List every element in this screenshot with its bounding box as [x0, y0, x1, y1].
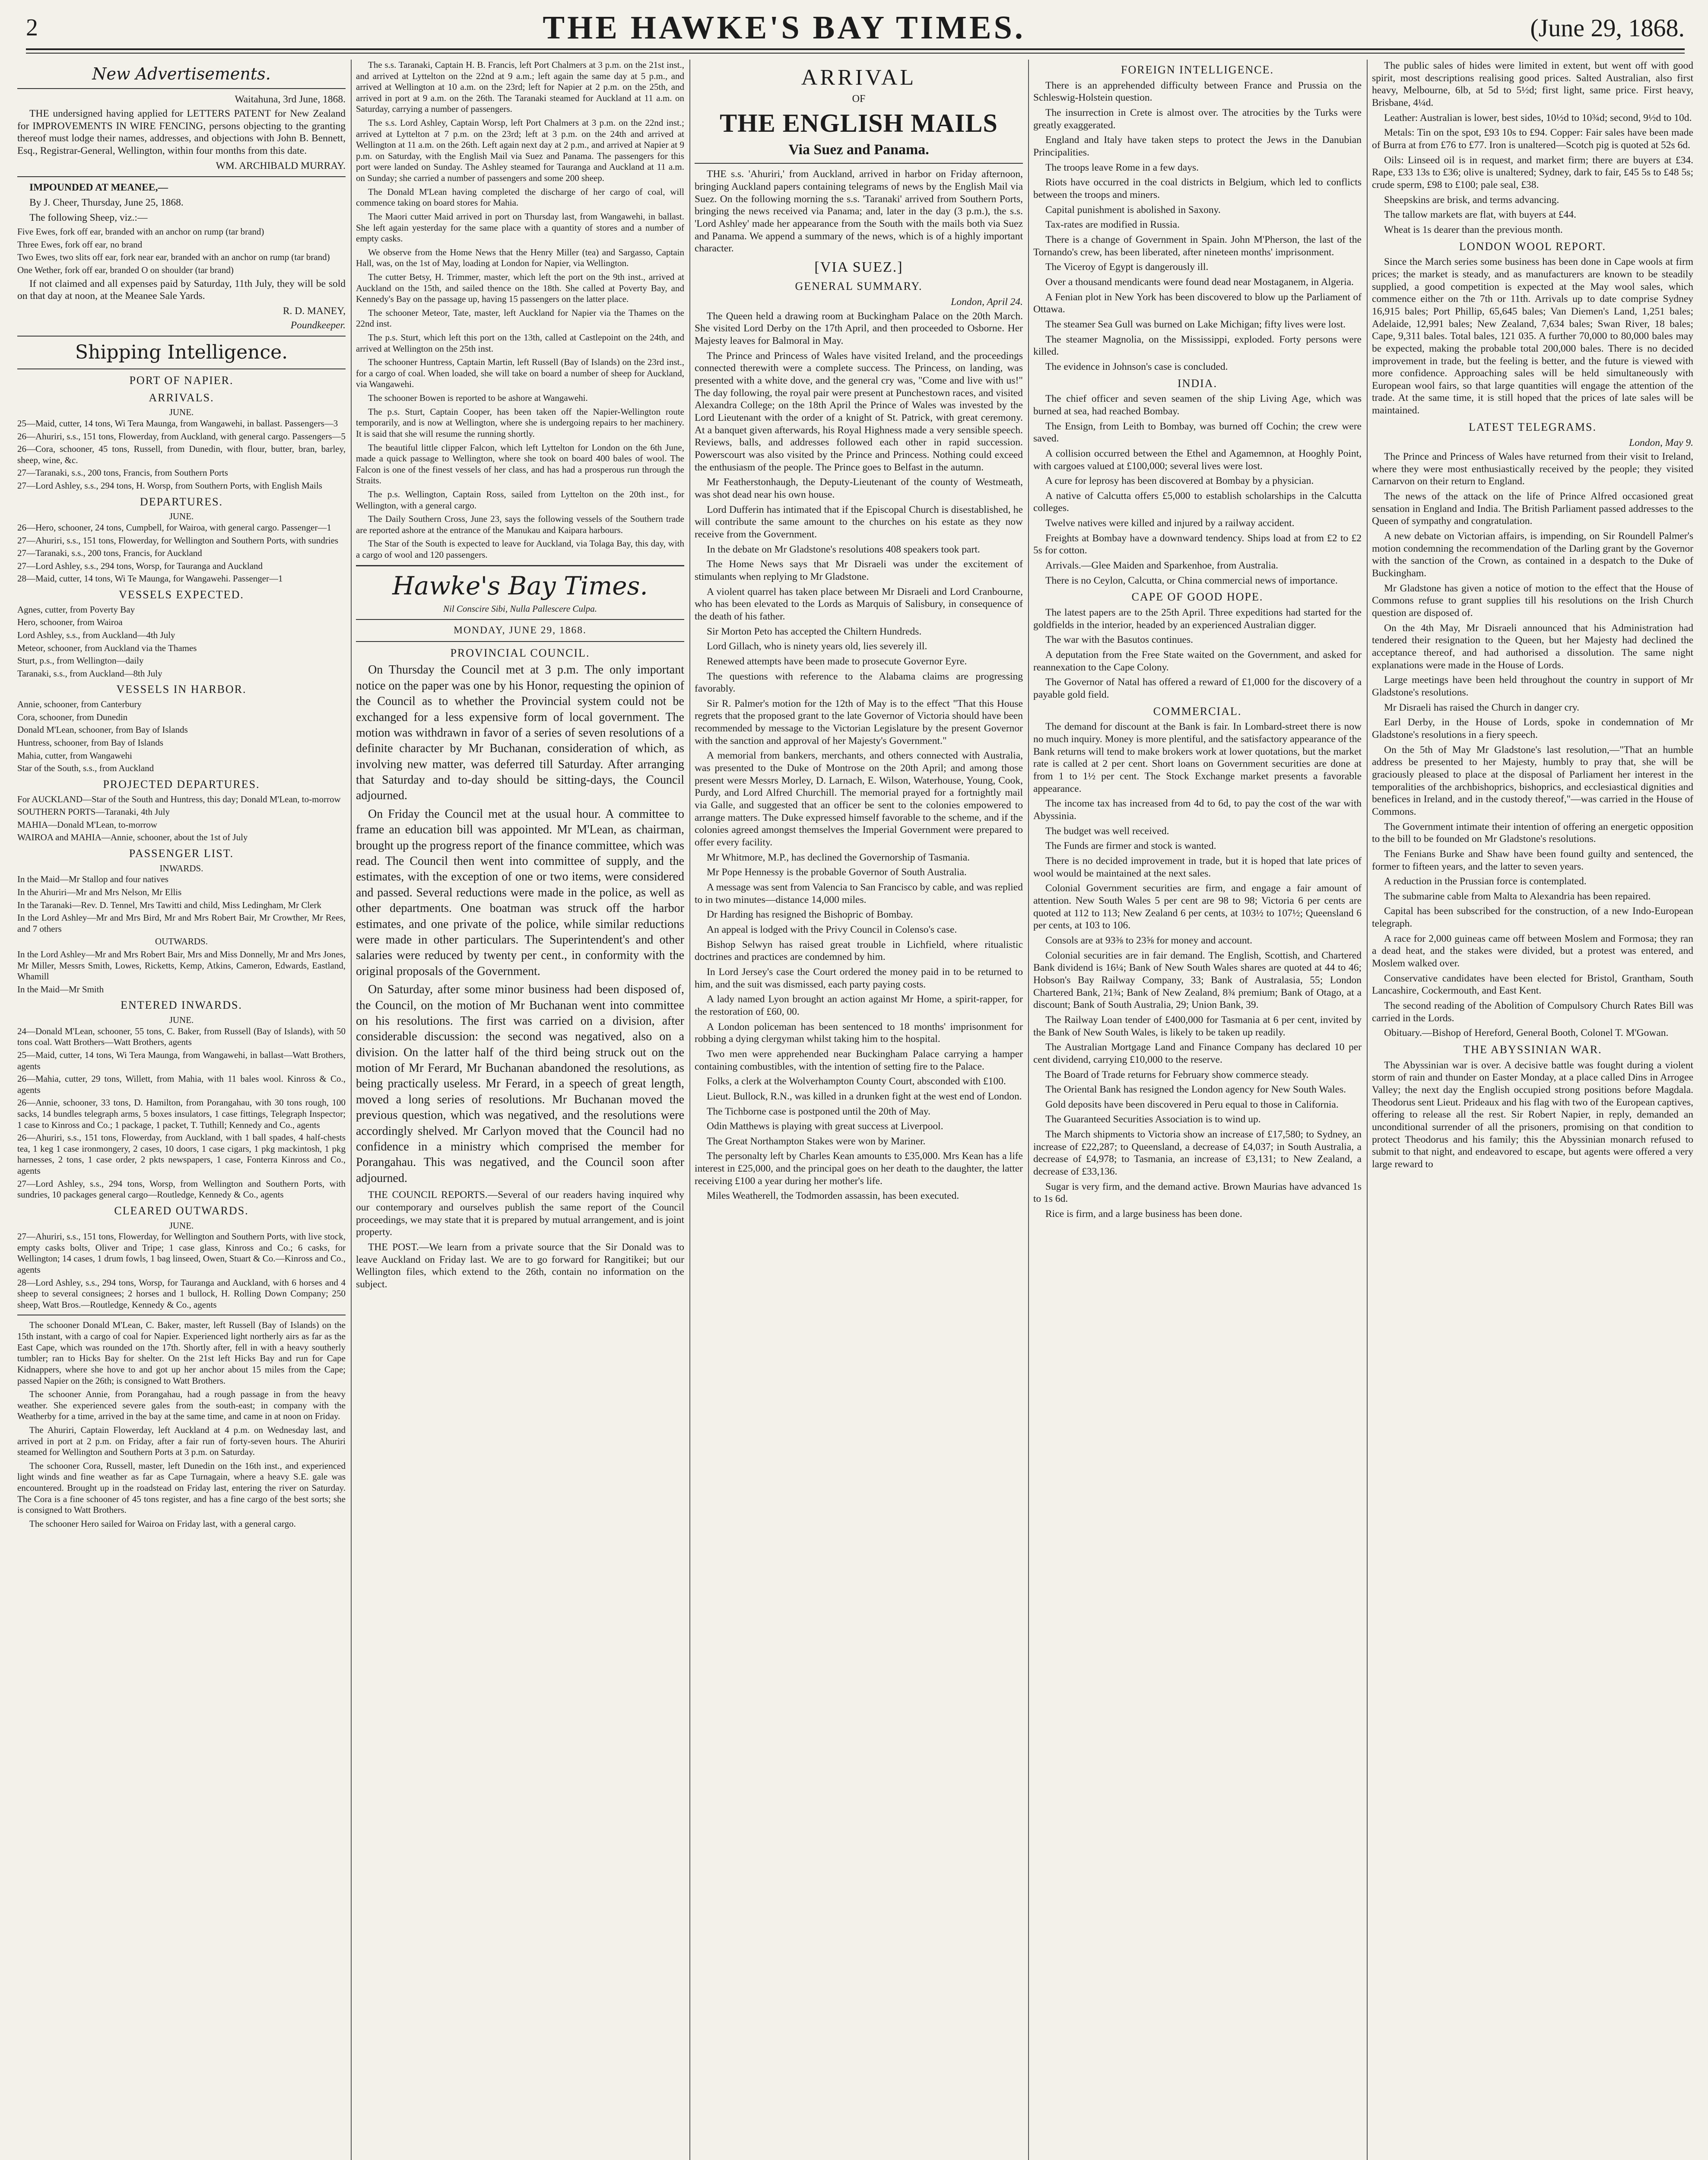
- commercial-paragraph: The Board of Trade returns for February show commerce steady.: [1045, 1069, 1309, 1080]
- cape-paragraph: The Governor of Natal has offered a reward of £1,000 for the discovery of a payable gold field.: [1033, 677, 1362, 701]
- entered-inwards-list: [17, 1026, 346, 1201]
- port-heading: PORT OF NAPIER.: [129, 374, 234, 387]
- masthead-rule-thin: [26, 53, 1685, 54]
- letters-patent-advert: THE undersigned having applied for LETTERS PATENT for New Zealand for IMPROVEMENTS IN WIRE FENCING, persons objecting to the granting thereof must lodge their names, addresses, and objections with John B. Bennett, Esq., Registrar-General, Wellington, within four months from this date.: [17, 108, 346, 156]
- vessel-entry: Annie, schooner, from Canterbury: [17, 699, 142, 710]
- column-2: [356, 60, 684, 2160]
- column-rule: [1367, 60, 1368, 2160]
- news-paragraph: Dr Harding has resigned the Bishopric of Bombay.: [707, 909, 913, 921]
- passenger-entry: In the Lord Ashley—Mr and Mrs Bird, Mr and Mrs Robert Bair, Mr Crowther, Mr Rees, and 7 others: [17, 912, 346, 934]
- news-paragraph: Lieut. Bullock, R.N., was killed in a drunken fight at the west end of London.: [707, 1090, 1022, 1102]
- vessel-entry: Donald M'Lean, schooner, from Bay of Islands: [17, 724, 188, 735]
- news-paragraph: The Home News says that Mr Disraeli was under the excitement of stimulants when replying to Mr Gladstone.: [695, 559, 1023, 582]
- foreign-paragraph: Over a thousand mendicants were found dead near Mostaganem, in Algeria.: [1045, 276, 1354, 288]
- india-paragraph: There is no Ceylon, Calcutta, or China commercial news of importance.: [1045, 575, 1338, 586]
- commercial-paragraph: Sugar is very firm, and the demand active. Brown Maurias have advanced 1s to 1s 6d.: [1033, 1181, 1362, 1205]
- foreign-paragraph: Riots have occurred in the coal districts in Belgium, which led to conflicts between the troops and miners.: [1033, 177, 1362, 200]
- london-wool-report-heading: LONDON WOOL REPORT.: [1459, 240, 1606, 253]
- poundkeeper-signature: R. D. MANEY,: [283, 305, 346, 317]
- issue-date: (June 29, 1868.: [1530, 13, 1685, 42]
- shipping-note: The p.s. Sturt, Captain Cooper, has been taken off the Napier-Wellington route temporarily, and is now at Wellington, where she is undergoing repairs to her machinery. It is said that she will resume the running shortly.: [356, 406, 684, 439]
- provincial-council-heading: PROVINCIAL COUNCIL.: [450, 646, 590, 659]
- shipping-notes: [17, 1320, 346, 1529]
- arrival-entry: 27—Lord Ashley, s.s., 294 tons, H. Worsp, from Southern Ports, with English Mails: [17, 480, 322, 491]
- commercial-paragraph: Consols are at 93⅜ to 23⅝ for money and account.: [1045, 934, 1253, 946]
- commercial-paragraph: The public sales of hides were limited in extent, but went off with good spirit, most descriptions realising good prices. Salted Australian, also first heavy, Melbourne, 6lb, at 5d to 5½d; first light, same price. First heavy, Brisbane, 4¼d.: [1372, 60, 1693, 108]
- impounded-item: Two Ewes, two slits off ear, fork near ear, branded with an anchor on rump (tar brand): [17, 252, 330, 263]
- passenger-entry: In the Maid—Mr Stallop and four natives: [17, 874, 168, 885]
- cape-news: [1033, 607, 1362, 701]
- entered-month: JUNE.: [169, 1015, 194, 1026]
- news-paragraph: A message was sent from Valencia to San Francisco by cable, and was replied to in two minutes—distance 14,000 miles.: [695, 882, 1023, 905]
- foreign-intelligence-heading: FOREIGN INTELLIGENCE.: [1121, 64, 1274, 76]
- entered-entry: 26—Annie, schooner, 33 tons, D. Hamilton, from Porangahau, with 30 tons rough, 100 sacks, 14 bundles telegraph arms, 5 boxes insulators, 1 case fittings, Telegraph Inspector; 1 case to Kinross and Co.; 1 package, 1 packet, T. Tuthill; Kennedy and Co., agents: [17, 1097, 346, 1130]
- shipping-note: The schooner Meteor, Tate, master, left Auckland for Napier via the Thames on the 22nd inst.: [356, 307, 684, 329]
- telegram-paragraph: The news of the attack on the life of Prince Alfred occasioned great sensation in England and India. The British Parliament passed addresses to the Queen of sympathy and congratulation.: [1372, 491, 1693, 527]
- entered-inwards-heading: ENTERED INWARDS.: [121, 999, 242, 1012]
- shipping-note: The beautiful little clipper Falcon, which left Lyttelton for London on the 6th June, made a quick passage to Wellington, where she took on board 400 bales of wool. The Falcon is one of the finest vessels of her class, and has had a prosperous run through the Straits.: [356, 442, 684, 486]
- news-paragraph: Lord Dufferin has intimated that if the Episcopal Church is disestablished, he will contribute the same amount to the churches on his estate as they now receive from the Government.: [695, 504, 1023, 540]
- news-dateline: London, April 24.: [951, 296, 1023, 308]
- cape-paragraph: A deputation from the Free State waited on the Government, and asked for reannexation to the Cape Colony.: [1033, 649, 1362, 673]
- telegram-paragraph: Obituary.—Bishop of Hereford, General Booth, Colonel T. M'Gowan.: [1384, 1027, 1669, 1039]
- vessel-entry: Cora, schooner, from Dunedin: [17, 712, 128, 722]
- column-3: [695, 60, 1023, 2160]
- english-mails-heading: THE ENGLISH MAILS: [720, 108, 998, 137]
- news-paragraph: An appeal is lodged with the Privy Council in Colenso's case.: [707, 924, 957, 935]
- foreign-paragraph: There is an apprehended difficulty between France and Prussia on the Schleswig-Holstein question.: [1033, 79, 1362, 104]
- divider: [695, 163, 1023, 164]
- entered-entry: 26—Mahia, cutter, 29 tons, Willett, from Mahia, with 11 bales wool. Kinross & Co., agents: [17, 1074, 346, 1095]
- cleared-entry: 28—Lord Ashley, s.s., 294 tons, Worsp, for Tauranga and Auckland, with 6 horses and 4 sheep to several consignees; 2 horses and 1 bullock, H. Rolling Down Company; 250 sheep, Watt Bros.—Routledge, Kennedy & Co., agents: [17, 1277, 346, 1310]
- india-paragraph: A cure for leprosy has been discovered at Bombay by a physician.: [1045, 475, 1314, 487]
- shipping-note: The schooner Hero sailed for Wairoa on Friday last, with a general cargo.: [29, 1518, 296, 1529]
- shipping-note: The Daily Southern Cross, June 23, says the following vessels of the Southern trade are reported ashore at the entrance of the Manukau and Kaipara harbours.: [356, 514, 684, 535]
- commercial-paragraph: Colonial Government securities are firm, and engage a fair amount of attention. New South Wales 5 per cent are 98 to 98; Victoria 6 per cents are quoted at 112 to 113; New Zealand 6 per cents, at 103½ to 107½; Queensland 6 per cents, at 103 to 106.: [1033, 883, 1362, 931]
- arrivals-list: [17, 418, 346, 492]
- india-paragraph: A native of Calcutta offers £5,000 to establish scholarships in the Calcutta colleges.: [1033, 490, 1362, 514]
- editorial-paper-title: Hawke's Bay Times.: [392, 571, 648, 600]
- shipping-note: The p.s. Wellington, Captain Ross, sailed from Lyttelton on the 20th inst., for Wellington, with a general cargo.: [356, 489, 684, 511]
- column-rule: [689, 60, 690, 2160]
- departure-entry: 28—Maid, cutter, 14 tons, Wi Te Maunga, for Wangawehi. Passenger—1: [17, 573, 283, 584]
- cleared-outwards-list: [17, 1231, 346, 1310]
- column-1: [17, 60, 346, 2160]
- divider: [17, 176, 346, 177]
- shipping-note: The p.s. Sturt, which left this port on the 13th, called at Castlepoint on the 24th, and arrived at Wellington on the 25th inst.: [356, 332, 684, 354]
- advert-place-date: Waitahuna, 3rd June, 1868.: [235, 94, 346, 105]
- general-summary-heading: GENERAL SUMMARY.: [795, 280, 923, 293]
- vessels-in-harbor-list: [17, 699, 346, 774]
- latest-telegrams: [1372, 451, 1693, 1039]
- page-number: 2: [26, 14, 38, 41]
- commercial-paragraph: Gold deposits have been discovered in Peru equal to those in California.: [1045, 1099, 1339, 1110]
- departure-entry: 27—Lord Ashley, s.s., 294 tons, Worsp, for Tauranga and Auckland: [17, 560, 263, 571]
- commercial-paragraph: The demand for discount at the Bank is fair. In Lombard-street there is now no much inquiry. Money is more plentiful, and the satisfactory appearance of the Bank returns will tend to make brokers work at lower quotations, but the market rate is called at 2 per cent. Short loans on Government securities are done at from 1 to 1½ per cent. The Stock Exchange market presents a favorable appearance.: [1033, 721, 1362, 794]
- india-paragraph: The chief officer and seven seamen of the ship Living Age, which was burned at sea, had reached Bombay.: [1033, 393, 1362, 417]
- news-paragraph: The personalty left by Charles Kean amounts to £35,000. Mrs Kean has a life interest in £25,000, and the principal goes on her death to the daughter, the latter receiving £100 a year during her mother's life.: [695, 1150, 1023, 1187]
- vessels-expected-list: [17, 604, 346, 680]
- telegram-paragraph: The Fenians Burke and Shaw have been found guilty and sentenced, the former to fifteen years, and the latter to seven years.: [1372, 848, 1693, 872]
- telegram-paragraph: A new debate on Victorian affairs, is impending, on Sir Roundell Palmer's motion condemning the recommendation of the Darling grant by the Governor with the sanction of the Crown, as contained in a despatch to the Duke of Buckingham.: [1372, 530, 1693, 579]
- departures-month: JUNE.: [169, 511, 194, 522]
- commercial-continued: [1372, 60, 1693, 236]
- foreign-paragraph: The troops leave Rome in a few days.: [1045, 162, 1199, 173]
- foreign-paragraph: The steamer Magnolia, on the Mississippi, exploded. Forty persons were killed.: [1033, 334, 1362, 358]
- telegram-paragraph: The second reading of the Abolition of Compulsory Church Rates Bill was carried in the Lords.: [1372, 1000, 1693, 1024]
- foreign-paragraph: The steamer Sea Gull was burned on Lake Michigan; fifty lives were lost.: [1045, 318, 1346, 330]
- vessel-entry: Huntress, schooner, from Bay of Islands: [17, 737, 164, 748]
- india-paragraph: Arrivals.—Glee Maiden and Sparkenhoe, from Australia.: [1045, 560, 1279, 572]
- page-columns: [17, 60, 1693, 2160]
- editorial-date: MONDAY, JUNE 29, 1868.: [454, 624, 587, 636]
- shipping-note: The cutter Betsy, H. Trimmer, master, which left the port on the 9th inst., arrived at Auckland on the 15th, and sailed thence on the 18th. She called at Poverty Bay, and Kennedy's Bay on the passage up, having 15 passengers on the latter place.: [356, 271, 684, 305]
- arrival-of: OF: [852, 93, 866, 105]
- shipping-note: The Ahuriri, Captain Flowerday, left Auckland at 4 p.m. on Wednesday last, and arrived in port at 2 p.m. on Friday, after a fair run of forty-seven hours. The Ahuriri steamed for Wellington and Southern Ports at 3 p.m. on Saturday.: [17, 1424, 346, 1458]
- shipping-note: The schooner Huntress, Captain Martin, left Russell (Bay of Islands) on the 23rd inst., for a cargo of coal. When loaded, she will take on board a number of sheep for Auckland, via Wangawehi.: [356, 357, 684, 390]
- poundkeeper-title: Poundkeeper.: [290, 319, 346, 331]
- telegram-paragraph: Mr Disraeli has raised the Church in danger cry.: [1384, 702, 1580, 713]
- foreign-paragraph: Tax-rates are modified in Russia.: [1045, 219, 1180, 231]
- telegram-paragraph: A race for 2,000 guineas came off between Moslem and Formosa; they ran a dead heat, and the stakes were divided, but a protest was entered, and Moslem walked over.: [1372, 933, 1693, 969]
- news-paragraph: Bishop Selwyn has raised great trouble in Lichfield, where ritualistic doctrines and practices are condemned by him.: [695, 939, 1023, 963]
- council-paragraph: On Saturday, after some minor business had been disposed of, the Council, on the motion of Mr Buchanan went into committee on his resolutions. The first was carried on a division, after considerable discussion: the second was negatived, also on a division. On the latter half of the third being struck out on the motion of Mr Ferard, Mr Buchanan abandoned the resolutions, as being practically useless. Mr Ferard, in a speech of great length, moved a long series of resolutions. Mr Buchanan moved the previous question, which was negatived, and the resolutions were accordingly shelved. Mr Carlyon moved that the Council had no confidence in a ministry which comprised the member for Porangahau. This was negatived, and the Council soon after adjourned.: [356, 983, 684, 1185]
- projected-entry: MAHIA—Donald M'Lean, to-morrow: [17, 819, 157, 830]
- projected-departures-heading: PROJECTED DEPARTURES.: [103, 778, 260, 791]
- news-paragraph: Folks, a clerk at the Wolverhampton County Court, absconded with £100.: [707, 1076, 1006, 1087]
- news-summary: [695, 310, 1023, 1202]
- foreign-paragraph: England and Italy have taken steps to protect the Jews in the Danubian Principalities.: [1033, 134, 1362, 158]
- commercial-paragraph: The March shipments to Victoria show an increase of £17,580; to Sydney, an increase of £22,287; to Queensland, a decrease of £4,037; in South Australia, a decrease of £4,978; to Tasmania, an increase of £3,131; to New Zealand, a decrease of £33,136.: [1033, 1129, 1362, 1178]
- divider: [356, 641, 684, 642]
- passenger-entry: In the Taranaki—Rev. D. Tennel, Mrs Tawitti and child, Miss Ledingham, Mr Clerk: [17, 899, 322, 910]
- commercial-paragraph: The Railway Loan tender of £400,000 for Tasmania at 6 per cent, invited by the Bank of New South Wales, is likely to be taken up readily.: [1033, 1014, 1362, 1038]
- impounded-item: One Wether, fork off ear, branded O on shoulder (tar brand): [17, 265, 234, 276]
- passenger-outwards-label: OUTWARDS.: [155, 936, 208, 947]
- commercial-news: [1033, 721, 1362, 1220]
- council-paragraph: THE COUNCIL REPORTS.—Several of our readers having inquired why our contemporary and ourselves publish the same report of the Council proceedings, we may state that it is prepared by mutual arrangement, and is joint property.: [356, 1189, 684, 1238]
- vessels-in-harbor-heading: VESSELS IN HARBOR.: [116, 683, 247, 696]
- telegram-paragraph: Earl Derby, in the House of Lords, spoke in condemnation of Mr Gladstone's resolutions in a fiery speech.: [1372, 717, 1693, 740]
- shipping-note: The schooner Bowen is reported to be ashore at Wangawehi.: [368, 393, 588, 403]
- new-advertisements-heading: New Advertisements.: [92, 64, 271, 83]
- news-paragraph: Lord Gillach, who is ninety years old, lies severely ill.: [707, 641, 927, 652]
- passenger-entry: In the Maid—Mr Smith: [17, 984, 104, 994]
- column-rule: [351, 60, 352, 2160]
- arrivals-month: JUNE.: [169, 407, 194, 418]
- telegram-paragraph: The Government intimate their intention of offering an energetic opposition to the bill to be founded on Mr Gladstone's resolutions.: [1372, 821, 1693, 845]
- passenger-list-heading: PASSENGER LIST.: [129, 847, 234, 860]
- commercial-paragraph: Sheepskins are brisk, and terms advancing.: [1384, 194, 1559, 206]
- divider: [17, 336, 346, 337]
- council-paragraph: On Friday the Council met at the usual hour. A committee to frame an education bill was appointed. Mr M'Lean, as chairman, brought up the progress report of the finance committee, which was read. The Council then went into committee of supply, and the estimates, with the exception of one or two items, were considered and passed. Several reductions were made in the police, as well as other departments. One boatman was struck off the harbor estimates, and one private of the police, while similar reductions were made in other particulars. The Superintendent's and other salaries were reduced by twenty per cent., in conformity with the original proposals of the Government.: [356, 807, 684, 978]
- shipping-note: The schooner Annie, from Porangahau, had a rough passage in from the heavy weather. She experienced severe gales from the south-east; in company with the Weatherby for a time, arrived in the bay at the same time, and came in at noon on Friday.: [17, 1389, 346, 1422]
- shipping-note: The schooner Donald M'Lean, C. Baker, master, left Russell (Bay of Islands) on the 15th instant, with a cargo of coal for Napier. Experienced light northerly airs as far as the East Cape, which was rounded on the 17th. Shortly after, fell in with a heavy southerly tumbler; ran to Hicks Bay for shelter. On the 21st left Hicks Bay and run for Cape Kidnappers, where she hove to and got up her anchor about 15 miles from the Cape; passed Napier on the 26th; is consigned to Watt Brothers.: [17, 1320, 346, 1386]
- impounded-notice: If not claimed and all expenses paid by Saturday, 11th July, they will be sold on that day at noon, at the Meanee Sale Yards.: [17, 278, 346, 302]
- impounded-by-line: By J. Cheer, Thursday, June 25, 1868.: [29, 197, 184, 208]
- cleared-entry: 27—Ahuriri, s.s., 151 tons, Flowerday, for Wellington and Southern Ports, with live stock, empty casks bolts, Oliver and Tripe; 1 case glass, Kinross and Co.; 6 casks, for Wellington; 14 cases, 1 drum fowls, 1 bag linseed, Owen, Stuart & Co.—Kinross and Co., agents: [17, 1231, 346, 1275]
- masthead-rule: [26, 48, 1685, 50]
- projected-entry: For AUCKLAND—Star of the South and Huntress, this day; Donald M'Lean, to-morrow: [17, 794, 341, 804]
- divider: [17, 88, 346, 89]
- vessel-entry: Lord Ashley, s.s., from Auckland—4th July: [17, 630, 175, 641]
- impounded-intro: The following Sheep, viz.:—: [29, 212, 148, 223]
- advert-signature: WM. ARCHIBALD MURRAY.: [216, 160, 346, 172]
- arrival-entry: 26—Ahuriri, s.s., 151 tons, Flowerday, from Auckland, with general cargo. Passengers—5: [17, 431, 346, 442]
- news-paragraph: Two men were apprehended near Buckingham Palace carrying a hamper containing combustibles, with the intention of setting fire to the Palace.: [695, 1048, 1023, 1072]
- masthead: [26, 10, 1685, 46]
- vessel-entry: Star of the South, s.s., from Auckland: [17, 763, 154, 774]
- abyssinian-paragraph: The Abyssinian war is over. A decisive battle was fought during a violent storm of rain and thunder on Easter Monday, at a place called Dins in Arrogee Valley; the next day the English occupied strong positions before Magdala. Theodorus sent Lieut. Prideaux and his flag with two of the European captives, offering to release all the rest. Sir Robert Napier, in reply, demanded an unconditional surrender of all the prisoners, promising on that condition to protect Theodorus and his family; this the Abyssinian monarch refused to submit to that night, and endeavored to escape, but agents were offered a very large reward to: [1372, 1059, 1693, 1170]
- commercial-paragraph: Rice is firm, and a large business has been done.: [1045, 1208, 1242, 1220]
- impounded-item: Three Ewes, fork off ear, no brand: [17, 239, 143, 250]
- vessel-entry: Hero, schooner, from Wairoa: [17, 617, 123, 628]
- commercial-paragraph: The Australian Mortgage Land and Finance Company has declared 10 per cent dividend, carrying £10,000 to the reserve.: [1033, 1042, 1362, 1065]
- wool-report-paragraph: Since the March series some business has been done in Cape wools at firm prices; the market is steady, and as manufacturers are known to be steadily supplied, a good competition is expected at the May wool sales, which commence either on the 7th or 11th. Arrivals up to date comprise Sydney 16,915 bales; Port Phillip, 65,645 bales; Van Diemen's Land, 1,251 bales; Adelaide, 12,991 bales; New Zealand, 7,634 bales; Swan River, 18 bales; Cape, 9,311 bales. Total bales, 121 035. A further 70,000 to 80,000 bales may be expected, making the probable total 200,000 bales. There is no decided improvement in trade, but the feeling is better, and the future is viewed with more confidence. Approaching sales will be held simultaneously with European wool fairs, so that large quantities will engage the attention of the trade. At the same time, it is still hoped that the prices of late sales will be maintained.: [1372, 256, 1693, 416]
- divider: [356, 565, 684, 566]
- telegram-paragraph: Conservative candidates have been elected for Bristol, Grantham, South Lancashire, Cockermouth, and East Kent.: [1372, 972, 1693, 997]
- commercial-paragraph: The Guaranteed Securities Association is to wind up.: [1045, 1114, 1261, 1125]
- foreign-paragraph: There is a change of Government in Spain. John M'Pherson, the last of the Tornando's crew, has been liberated, after nineteen months' imprisonment.: [1033, 234, 1362, 258]
- news-paragraph: Sir Morton Peto has accepted the Chiltern Hundreds.: [707, 626, 922, 637]
- vessel-entry: Meteor, schooner, from Auckland via the Thames: [17, 642, 197, 653]
- arrivals-heading: ARRIVALS.: [149, 391, 214, 404]
- passenger-entry: In the Ahuriri—Mr and Mrs Nelson, Mr Ellis: [17, 886, 182, 897]
- india-paragraph: A collision occurred between the Ethel and Agamemnon, at Hooghly Point, with cargoes valued at £100,000; several lives were lost.: [1033, 448, 1362, 472]
- commercial-paragraph: Colonial securities are in fair demand. The English, Scottish, and Chartered Bank dividend is 16¼; Bank of New South Wales shares are quoted at 44 to 46; Hobson's Bay Railway Company, 33; Bank of Australasia, 55; London Chartered Bank, 21¾; Bank of New Zealand, 8¾ premium; Bank of Otago, at a discount; Bank of South Australia, 29; Union Bank, 39.: [1033, 950, 1362, 1011]
- news-paragraph: Miles Weatherell, the Todmorden assassin, has been executed.: [707, 1190, 959, 1202]
- departures-heading: DEPARTURES.: [140, 495, 223, 508]
- vessels-expected-heading: VESSELS EXPECTED.: [119, 588, 244, 601]
- news-paragraph: Mr Whitmore, M.P., has declined the Governorship of Tasmania.: [707, 851, 970, 863]
- news-paragraph: In the debate on Mr Gladstone's resolutions 408 speakers took part.: [707, 543, 980, 555]
- commercial-paragraph: The income tax has increased from 4d to 6d, to pay the cost of the war with Abyssinia.: [1033, 798, 1362, 822]
- india-paragraph: Freights at Bombay have a downward tendency. Ships load at from £2 to £2 5s for cotton.: [1033, 532, 1362, 556]
- india-news: [1033, 393, 1362, 587]
- foreign-paragraph: The insurrection in Crete is almost over. The atrocities by the Turks were greatly exaggerated.: [1033, 107, 1362, 131]
- cape-paragraph: The latest papers are to the 25th April. Three expeditions had started for the goldfields in the interior, headed by an experienced Australian digger.: [1033, 607, 1362, 631]
- shipping-note: The Maori cutter Maid arrived in port on Thursday last, from Wangawehi, in ballast. She left again yesterday for the same place with a quantity of stores and a number of empty casks.: [356, 211, 684, 244]
- cape-heading: CAPE OF GOOD HOPE.: [1131, 591, 1264, 604]
- shipping-note: The Donald M'Lean having completed the discharge of her cargo of coal, will commence taking on board stores for Mahia.: [356, 186, 684, 208]
- telegram-paragraph: The submarine cable from Malta to Alexandria has been repaired.: [1384, 890, 1651, 902]
- column-5: [1372, 60, 1693, 2160]
- council-paragraph: On Thursday the Council met at 3 p.m. The only important notice on the paper was one by his Honor, requesting the opinion of the Council as to whether the Provincial system could not be exchanged for a less expensive form of local government. The motion was withdrawn in favor of a series of seven resolutions of a definite character by Mr Buchanan, consideration of which, as involving new matter, was deferred till Saturday. After arranging that Saturday and to-day should be sitting-days, the Council adjourned.: [356, 663, 684, 803]
- arrival-entry: 27—Taranaki, s.s., 200 tons, Francis, from Southern Ports: [17, 467, 228, 478]
- telegram-paragraph: On the 4th May, Mr Disraeli announced that his Administration had tendered their resignation to the Queen, but her Majesty had declined the acceptance thereof, and had authorised a dissolution. The same night explanations were made in the House of Lords.: [1372, 622, 1693, 671]
- council-paragraph: THE POST.—We learn from a private source that the Sir Donald was to leave Auckland on Friday last. We are to go forward for Rangitikei; but our Wellington files, which extend to the 26th, contain no information on the subject.: [356, 1241, 684, 1290]
- via-suez-heading: [VIA SUEZ.]: [814, 259, 903, 275]
- projected-entry: WAIROA and MAHIA—Annie, schooner, about the 1st of July: [17, 832, 248, 843]
- vessel-entry: Mahia, cutter, from Wangawehi: [17, 750, 132, 761]
- commercial-paragraph: The budget was well received.: [1045, 825, 1169, 837]
- vessel-entry: Taranaki, s.s., from Auckland—8th July: [17, 668, 162, 679]
- commercial-paragraph: Oils: Linseed oil is in request, and market firm; there are buyers at £34. Rape, £33 13s to £36; olive is unaltered; Sydney, dark to fair, £45 5s to £48 5s; crude sperm, £98 to £100; pale seal, £38.: [1372, 154, 1693, 191]
- shipping-note: The schooner Cora, Russell, master, left Dunedin on the 16th inst., and experienced light winds and fine weather as far as Cape Turnagain, where a heavy S.E. gale was encountered. Brought up in the roadstead on Friday last, entering the river on Saturday. The Cora is a fine schooner of 45 tons register, and has a fine cargo of the best sorts; she is consigned to Watt Brothers.: [17, 1460, 346, 1515]
- divider: [356, 619, 684, 620]
- news-paragraph: A London policeman has been sentenced to 18 months' imprisonment for robbing a dying clergyman whilst taking him to the hospital.: [695, 1021, 1023, 1045]
- abyssinian-war-heading: THE ABYSSINIAN WAR.: [1463, 1043, 1602, 1056]
- arrival-heading: ARRIVAL: [801, 65, 917, 90]
- via-suez-panama: Via Suez and Panama.: [788, 141, 929, 158]
- news-paragraph: The Great Northampton Stakes were won by Mariner.: [707, 1135, 926, 1147]
- arrival-entry: 25—Maid, cutter, 14 tons, Wi Tera Maunga, from Wangawehi, in ballast. Passengers—3: [17, 418, 338, 429]
- vessel-entry: Agnes, cutter, from Poverty Bay: [17, 604, 135, 615]
- telegram-paragraph: A reduction in the Prussian force is contemplated.: [1384, 876, 1587, 887]
- arrival-entry: 26—Cora, schooner, 45 tons, Russell, from Dunedin, with flour, butter, bran, barley, sheep, wine, &c.: [17, 444, 346, 465]
- passenger-list: [17, 874, 346, 995]
- commercial-paragraph: There is no decided improvement in trade, but it is hoped that late prices of wool would be maintained at the next sales.: [1033, 855, 1362, 879]
- india-paragraph: Twelve natives were killed and injured by a railway accident.: [1045, 518, 1295, 529]
- latest-telegrams-heading: LATEST TELEGRAMS.: [1469, 420, 1597, 433]
- telegrams-dateline: London, May 9.: [1629, 437, 1693, 448]
- news-paragraph: Mr Featherstonhaugh, the Deputy-Lieutenant of the county of Westmeath, was shot dead near his own house.: [695, 476, 1023, 500]
- entered-entry: 27—Lord Ashley, s.s., 294 tons, Worsp, from Wellington and Southern Ports, with sundries, 10 packages general cargo—Routledge, Kennedy & Co., agents: [17, 1178, 346, 1200]
- india-paragraph: The Ensign, from Leith to Bombay, was burned off Cochin; the crew were saved.: [1033, 420, 1362, 445]
- impounded-heading: IMPOUNDED AT MEANEE,—: [29, 182, 168, 194]
- news-paragraph: A memorial from bankers, merchants, and others connected with Australia, was presented to the Duke of Montrose on the 20th April; and among those present were Messrs Morley, D. Larnach, E. Wilson, Waterhouse, Young, Cook, Purdy, and Lord Alfred Churchill. The memorial prayed for a fortnightly mail via Galle, and suggested that an officer be sent to the colonies empowered to arrange matters. The Duke expressed himself favorable to the scheme, and if the colonies agreed amongst themselves the Imperial Government were prepared to offer every facility.: [695, 750, 1023, 848]
- mails-intro: THE s.s. 'Ahuriri,' from Auckland, arrived in harbor on Friday afternoon, bringing Auckland papers containing telegrams of news by the English Mail via Suez. On the following morning the s.s. 'Taranaki' arrived from Southern Ports, bringing the news received via Panama; and, later in the day (3 p.m.), the s.s. 'Lord Ashley' made her appearance from the South with the mails both via Suez and Panama. We append a summary of the news, which is of a highly important character.: [695, 168, 1023, 254]
- cleared-month: JUNE.: [169, 1220, 194, 1231]
- news-paragraph: The questions with reference to the Alabama claims are progressing favorably.: [695, 670, 1023, 695]
- shipping-note: The s.s. Lord Ashley, Captain Worsp, left Port Chalmers at 3 p.m. on the 22nd inst.; arrived at Lyttelton at 7 p.m. on the 23rd; left at 3 p.m. on the 24th and arrived at Wellington at 11 a.m. on the 26th. Left again next day at 2 p.m., and arrived at Napier at 9 p.m. on Saturday, with the English Mail via Suez and Panama. The passengers for this port were landed on Sunday. The Ashley steamed for Tauranga and Auckland at 11 a.m. on Sunday; she carried a number of passengers and some 200 sheep.: [356, 118, 684, 184]
- news-paragraph: Renewed attempts have been made to prosecute Governor Eyre.: [707, 655, 967, 667]
- foreign-paragraph: The evidence in Johnson's case is concluded.: [1045, 361, 1228, 372]
- telegram-paragraph: Capital has been subscribed for the construction, of a new Indo-European telegraph.: [1372, 905, 1693, 930]
- foreign-paragraph: The Viceroy of Egypt is dangerously ill.: [1045, 261, 1209, 273]
- shipping-continued: [356, 60, 684, 561]
- india-heading: INDIA.: [1177, 377, 1218, 390]
- newspaper-title: THE HAWKE'S BAY TIMES.: [543, 9, 1025, 46]
- impounded-item: Five Ewes, fork off ear, branded with an anchor on rump (tar brand): [17, 226, 264, 237]
- passenger-inwards-label: INWARDS.: [159, 863, 203, 874]
- news-paragraph: Sir R. Palmer's motion for the 12th of May is to the effect "That this House regrets that the proposed grant to the late Governor of Victoria should have been recommended by message to the Victorian Legislature by the present Governor with the sanction and approval of her Majesty's Government.": [695, 698, 1023, 746]
- commercial-paragraph: Leather: Australian is lower, best sides, 10½d to 10¾d; second, 9½d to 10d.: [1384, 112, 1692, 124]
- telegram-paragraph: Large meetings have been held throughout the country in support of Mr Gladstone's resolutions.: [1372, 674, 1693, 698]
- entered-entry: 26—Ahuriri, s.s., 151 tons, Flowerday, from Auckland, with 1 ball spades, 4 half-chests tea, 1 keg 1 case ironmongery, 2 cases, 10 doors, 1 case cigars, 1 pkg mackintosh, 1 pkg harnesses, 2 tons, 1 case order, 2 pkts newspapers, 1 case, Fonterra Kinross and Co., agents: [17, 1132, 346, 1176]
- commercial-paragraph: Wheat is 1s dearer than the previous month.: [1384, 224, 1563, 235]
- telegram-paragraph: Mr Gladstone has given a notice of motion to the effect that the House of Commons refuse to grant supplies till his resolutions on the Irish Church question are disposed of.: [1372, 582, 1693, 619]
- cleared-outwards-heading: CLEARED OUTWARDS.: [114, 1204, 249, 1217]
- foreign-intelligence: [1033, 79, 1362, 373]
- projected-entry: SOUTHERN PORTS—Taranaki, 4th July: [17, 807, 170, 817]
- news-paragraph: The Tichborne case is postponed until the 20th of May.: [707, 1105, 931, 1117]
- council-report: [356, 662, 684, 1290]
- entered-entry: 25—Maid, cutter, 14 tons, Wi Tera Maunga, from Wangawehi, in ballast—Watt Brothers, agents: [17, 1049, 346, 1071]
- commercial-paragraph: The Oriental Bank has resigned the London agency for New South Wales.: [1045, 1084, 1346, 1096]
- commercial-paragraph: Metals: Tin on the spot, £93 10s to £94. Copper: Fair sales have been made of Burra at from £76 to £77. Iron is unaltered—Scotch pig is quoted at 52s 6d.: [1372, 127, 1693, 151]
- news-paragraph: The Queen held a drawing room at Buckingham Palace on the 20th March. She visited Lord Derby on the 17th April, and then proceeded to Osborne. Her Majesty leaves for Balmoral in May.: [695, 310, 1023, 347]
- telegram-paragraph: On the 5th of May Mr Gladstone's last resolution,—"That an humble address be presented to her Majesty, humbly to pray that, she will be graciously pleased to place at the disposal of Parliament her interest in the temporalities of the archbishoprics, bishoprics, and ecclesiastical dignities and benefices in Ireland, and in the custody thereof,"—was carried in the House of Commons.: [1372, 744, 1693, 817]
- divider: [17, 368, 346, 369]
- commercial-paragraph: The Funds are firmer and stock is wanted.: [1045, 840, 1216, 852]
- telegram-paragraph: The Prince and Princess of Wales have returned from their visit to Ireland, where they were most enthusiastically received by the people; they visited Carnarvon on their return to England.: [1372, 451, 1693, 487]
- commercial-paragraph: The tallow markets are flat, with buyers at £44.: [1384, 209, 1577, 221]
- column-rule: [1028, 60, 1029, 2160]
- shipping-note: We observe from the Home News that the Henry Miller (tea) and Sargasso, Captain Hall, was, on the 1st of May, loading at London for Napier, via Wellington.: [356, 247, 684, 269]
- departures-list: [17, 522, 346, 584]
- commercial-heading: COMMERCIAL.: [1153, 705, 1242, 718]
- projected-departures-list: [17, 794, 346, 843]
- departure-entry: 27—Taranaki, s.s., 200 tons, Francis, for Auckland: [17, 548, 202, 559]
- shipping-note: The s.s. Taranaki, Captain H. B. Francis, left Port Chalmers at 3 p.m. on the 21st inst., and arrived at Lyttelton on the 22nd at 9 a.m.; left again the same day at 5 p.m., and arrived at Wellington at 10 a.m. on the 23rd; left for Napier at 2 p.m. on the 25th, and arrived in port at 9 a.m. on the 26th. The Taranaki steamed for Auckland at 11 a.m. on Saturday, carrying a number of passengers.: [356, 60, 684, 114]
- column-4: [1033, 60, 1362, 2160]
- impounded-list: [17, 226, 346, 276]
- shipping-note: The Star of the South is expected to leave for Auckland, via Tolaga Bay, this day, with a cargo of wool and 120 passengers.: [356, 538, 684, 560]
- cape-paragraph: The war with the Basutos continues.: [1045, 634, 1193, 646]
- news-paragraph: Odin Matthews is playing with great success at Liverpool.: [707, 1121, 943, 1132]
- news-paragraph: The Prince and Princess of Wales have visited Ireland, and the proceedings connected therewith were a complete success. The Princess, on landing, was presented with a white dove, and the general cry was, "Come and live with us!" The day following, the royal pair were present at Punchestown races, and visited Alexandra College; on the 18th April the Prince of Wales was invested by the Lord Lieutenant with the order of a knight of St. Patrick, with great ceremony. At a banquet given afterwards, his Royal Highness made a very sensible speech. Reviews, balls, and addresses followed each other in rapid succession. Powerscourt was also visited by the Prince and Princess. Nothing could exceed the enthusiasm of the people. The Prince goes to Belfast in the autumn.: [695, 350, 1023, 473]
- news-paragraph: A lady named Lyon brought an action against Mr Home, a spirit-rapper, for the restoration of £60, 00.: [695, 994, 1023, 1017]
- news-paragraph: Mr Pope Hennessy is the probable Governor of South Australia.: [707, 867, 967, 878]
- departure-entry: 27—Ahuriri, s.s., 151 tons, Flowerday, for Wellington and Southern Ports, with sundries: [17, 535, 339, 546]
- paper-motto: Nil Conscire Sibi, Nulla Pallescere Culpa.: [443, 604, 597, 614]
- news-paragraph: A violent quarrel has taken place between Mr Disraeli and Lord Cranbourne, who has been elevated to the Lords as Marquis of Salisbury, in consequence of the death of his father.: [695, 586, 1023, 622]
- shipping-intelligence-heading: Shipping Intelligence.: [75, 341, 288, 364]
- foreign-paragraph: A Fenian plot in New York has been discovered to blow up the Parliament of Ottawa.: [1033, 291, 1362, 315]
- departure-entry: 26—Hero, schooner, 24 tons, Cumpbell, for Wairoa, with general cargo. Passenger—1: [17, 522, 331, 533]
- passenger-entry: In the Lord Ashley—Mr and Mrs Robert Bair, Mrs and Miss Donnelly, Mr and Mrs Jones, Mr Miller, Messrs Smith, Lowes, Ricketts, Kemp, Atkins, Cameron, Edwards, Eastland, Whamill: [17, 949, 346, 982]
- entered-entry: 24—Donald M'Lean, schooner, 55 tons, C. Baker, from Russell (Bay of Islands), with 50 tons coal. Watt Brothers—Watt Brothers, agents: [17, 1026, 346, 1048]
- vessel-entry: Sturt, p.s., from Wellington—daily: [17, 655, 144, 666]
- news-paragraph: In Lord Jersey's case the Court ordered the money paid in to be returned to him, and the suit was dismissed, each party paying costs.: [695, 966, 1023, 990]
- foreign-paragraph: Capital punishment is abolished in Saxony.: [1045, 204, 1221, 216]
